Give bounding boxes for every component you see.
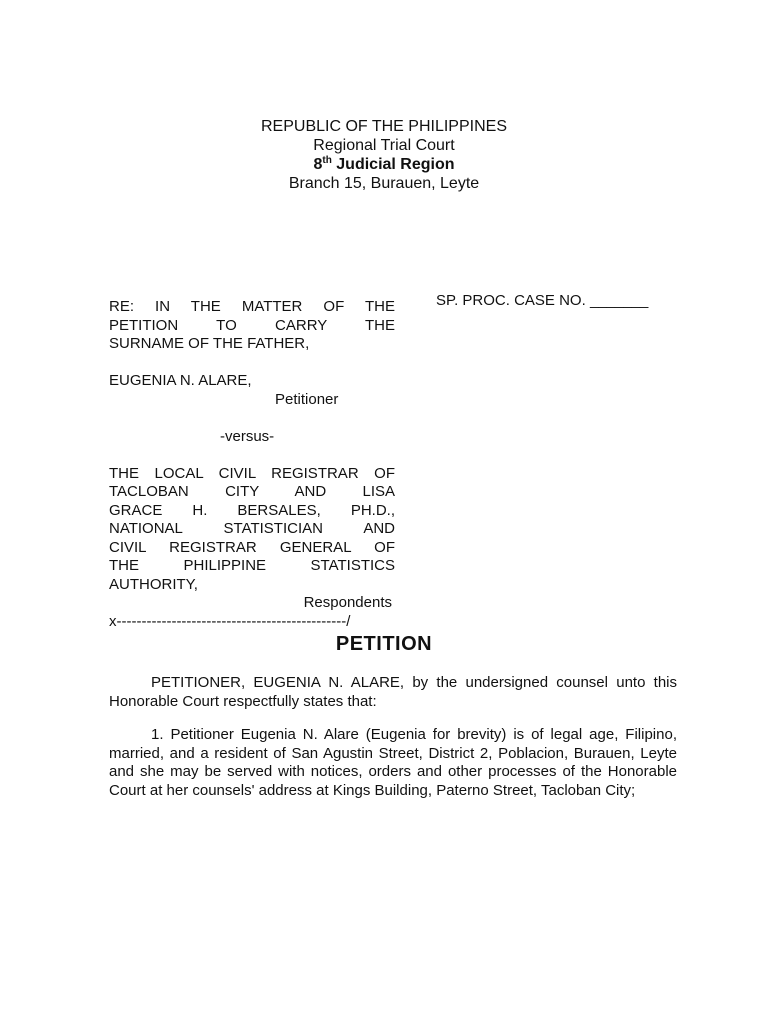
document-title: PETITION (335, 633, 433, 655)
case-number-label: SP. PROC. CASE NO. (436, 292, 590, 309)
petitioner-name: EUGENIA N. ALARE, (109, 372, 252, 389)
region-ordinal-suffix: th (322, 155, 332, 166)
region-number: 8 (313, 156, 323, 173)
spacer (109, 354, 395, 373)
respondent-line-3: GRACE H. BERSALES, PH.D., (109, 501, 395, 519)
respondent-line-5: CIVIL REGISTRAR GENERAL OF (109, 538, 395, 556)
caption-closing-line: x----------------------------------------------/ (109, 612, 351, 630)
case-caption (109, 298, 395, 631)
caption-re-line-1: RE: IN THE MATTER OF THE (109, 298, 395, 315)
caption-re-line-3: SURNAME OF THE FATHER, (109, 335, 310, 352)
respondent-line-7: AUTHORITY, (109, 575, 198, 593)
respondents-label: Respondents (303, 594, 392, 611)
court-header (0, 117, 768, 193)
case-number-blank: _______ (589, 292, 649, 309)
spacer (109, 409, 395, 428)
versus-label: -versus- (220, 427, 275, 445)
respondent-line-1: THE LOCAL CIVIL REGISTRAR OF (109, 464, 395, 482)
case-number (436, 292, 648, 310)
caption-re-line-2: PETITION TO CARRY THE (109, 316, 395, 334)
respondent-line-6: THE PHILIPPINE STATISTICS (109, 557, 395, 574)
region-label: Judicial Region (331, 156, 455, 173)
paragraph-1: 1. Petitioner Eugenia N. Alare (Eugenia for brevity) is of legal age, Filipino, married, and a resident of San Agustin Street, District 2, Poblacion, Burauen, Leyte and she may be served with notices, orders and other processes of the Honorable Court at her counsels' address at Kings Building, Paterno Street, Tacloban City; (109, 726, 677, 799)
intro-paragraph: PETITIONER, EUGENIA N. ALARE, by the undersigned counsel unto this Honorable Court respectfully states that: (109, 674, 677, 710)
respondent-line-4: NATIONAL STATISTICIAN AND (109, 520, 395, 537)
petitioner-label: Petitioner (275, 390, 339, 408)
branch-line: Branch 15, Burauen, Leyte (288, 175, 480, 192)
judicial-region (0, 155, 768, 174)
respondent-line-2: TACLOBAN CITY AND LISA (109, 483, 395, 500)
republic-line: REPUBLIC OF THE PHILIPPINES (261, 118, 507, 135)
spacer (109, 446, 395, 465)
court-name: Regional Trial Court (313, 137, 455, 154)
